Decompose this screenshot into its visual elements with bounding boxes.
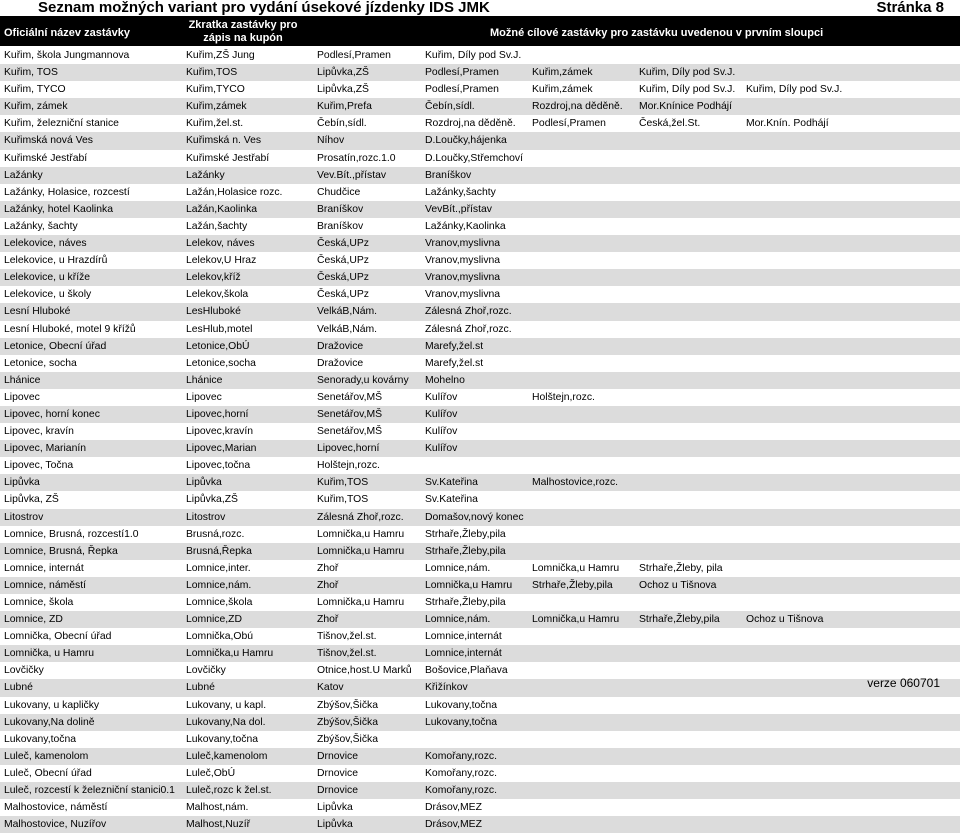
- table-row: [0, 748, 960, 765]
- table-cell: Senetářov,MŠ: [317, 408, 383, 420]
- table-cell: Mor.Knínice Podhájí: [639, 101, 732, 113]
- table-cell: Letonice,ObÚ: [186, 340, 250, 352]
- table-cell: Zálesná Zhoř,rozc.: [425, 306, 512, 318]
- table-cell: Letonice, Obecní úřad: [4, 340, 107, 352]
- table-cell: Lelekov, náves: [186, 238, 255, 250]
- table-cell: Lomnice,nám.: [186, 579, 252, 591]
- table-cell: Rozdroj,na děděně.: [425, 118, 516, 130]
- table-cell: Kuřim, Díly pod Sv.J.: [746, 84, 843, 96]
- table-row: [0, 184, 960, 201]
- table-cell: Strhaře,Žleby,pila: [639, 614, 720, 626]
- table-cell: Lažánky, hotel Kaolinka: [4, 203, 113, 215]
- table-cell: Vranov,myslivna: [425, 238, 501, 250]
- table-cell: Česká,UPz: [317, 272, 369, 284]
- version-label: verze 060701: [867, 676, 940, 690]
- table-cell: Drnovice: [317, 785, 358, 797]
- table-row: [0, 81, 960, 98]
- table-row: [0, 269, 960, 286]
- table-row: [0, 98, 960, 115]
- table-row: [0, 201, 960, 218]
- table-cell: Lomnice,ZD: [186, 614, 243, 626]
- table-cell: Kuřim,Prefa: [317, 101, 372, 113]
- table-cell: Malhost,Nuzíř: [186, 819, 251, 831]
- table-cell: Drásov,MEZ: [425, 802, 482, 814]
- table-cell: Lomnice, náměstí: [4, 579, 87, 591]
- table-cell: Brusná,Řepka: [186, 545, 252, 557]
- table-cell: Lomnice,škola: [186, 597, 253, 608]
- table-row: [0, 423, 960, 440]
- table-row: [0, 338, 960, 355]
- table-cell: Komořany,rozc.: [425, 767, 497, 779]
- table-cell: Kuřim,zámek: [532, 67, 593, 79]
- table-cell: Strhaře,Žleby, pila: [639, 562, 723, 574]
- table-row: [0, 406, 960, 423]
- table-cell: Brusná,rozc.: [186, 528, 245, 540]
- table-cell: Lomnice,internát: [425, 648, 502, 660]
- table-cell: LesHlub,motel: [186, 323, 253, 335]
- table-cell: Lipovec, Marianín: [4, 443, 87, 455]
- table-cell: Litostrov: [4, 511, 44, 523]
- table-row: [0, 543, 960, 560]
- table-cell: Kuřim,ZŠ Jung: [186, 50, 255, 61]
- table-row: [0, 167, 960, 184]
- table-cell: Strhaře,Žleby,pila: [425, 597, 506, 608]
- table-row: [0, 731, 960, 748]
- table-cell: Luleč, rozcestí k železniční stanici0.1: [4, 785, 175, 797]
- table-cell: Zhoř: [317, 562, 339, 574]
- table-cell: Lipovec: [4, 391, 40, 403]
- table-cell: Lomnice,internát: [425, 631, 502, 643]
- table-cell: Drásov,MEZ: [425, 819, 482, 831]
- table-cell: Katov: [317, 682, 344, 694]
- table-cell: Vranov,myslivna: [425, 272, 501, 284]
- table-cell: Sv.Kateřina: [425, 477, 478, 489]
- table-cell: Komořany,rozc.: [425, 750, 497, 762]
- table-cell: Zbýšov,Šička: [317, 716, 379, 728]
- table-cell: Lhánice: [4, 374, 41, 386]
- table-cell: Kuřim,TOS: [317, 494, 369, 506]
- table-row: [0, 457, 960, 474]
- table-cell: Lipovec,horní: [186, 408, 249, 420]
- table-cell: Kuřimská n. Ves: [186, 135, 262, 147]
- table-row: [0, 662, 960, 679]
- table-cell: Tišnov,žel.st.: [317, 631, 377, 643]
- table-cell: Podlesí,Pramen: [317, 50, 391, 61]
- header-official-name: Oficiální název zastávky: [4, 27, 130, 39]
- table-cell: Komořany,rozc.: [425, 785, 497, 797]
- table-cell: Domašov,nový konec: [425, 511, 524, 523]
- table-cell: Mor.Knín. Podhájí: [746, 118, 829, 130]
- document-title: Seznam možných variant pro vydání úsekové jízdenky IDS JMK: [38, 0, 490, 16]
- table-cell: Kuřim, Díly pod Sv.J.: [425, 50, 522, 61]
- table-cell: Lažánky, šachty: [4, 220, 78, 232]
- table-cell: Lomnička, Obecní úřad: [4, 631, 112, 643]
- table-cell: Lukovany,točna: [425, 699, 498, 711]
- table-cell: Lomnice, ZD: [4, 614, 63, 626]
- table-row: [0, 252, 960, 269]
- table-cell: Vranov,myslivna: [425, 289, 501, 301]
- table-cell: Kuřim, železniční stanice: [4, 118, 119, 130]
- table-cell: Kuřim,TYCO: [186, 84, 245, 96]
- table-cell: Strhaře,Žleby,pila: [532, 579, 613, 591]
- table-row: [0, 150, 960, 167]
- table-cell: Čebín,sídl.: [317, 118, 367, 130]
- table-cell: Lubné: [186, 682, 215, 694]
- table-cell: Kuřim,TOS: [186, 67, 238, 79]
- table-cell: Lelekovice, u Hrazdírů: [4, 255, 108, 267]
- table-cell: Lukovany, u kapl.: [186, 699, 267, 711]
- table-cell: Lukovany,Na dol.: [186, 716, 266, 728]
- table-cell: Lipovec, Točna: [4, 460, 74, 472]
- table-cell: Luleč,rozc k žel.st.: [186, 785, 272, 797]
- table-cell: Kuřim, Díly pod Sv.J.: [639, 84, 736, 96]
- table-row: [0, 679, 960, 696]
- table-cell: Česká,UPz: [317, 238, 369, 250]
- table-row: [0, 628, 960, 645]
- table-cell: Holštejn,rozc.: [317, 460, 380, 472]
- table-cell: Lipůvka,ZŠ: [317, 67, 369, 79]
- header-short-name: Zkratka zastávky pro zápis na kupón: [188, 19, 298, 44]
- table-row: [0, 47, 960, 64]
- table-cell: Lomnice, škola: [4, 597, 74, 608]
- table-cell: Lipovec,točna: [186, 460, 251, 472]
- table-cell: Kulířov: [425, 426, 458, 438]
- table-cell: Podlesí,Pramen: [532, 118, 606, 130]
- table-row: [0, 560, 960, 577]
- table-row: [0, 235, 960, 252]
- table-cell: Lomnice,nám.: [425, 562, 491, 574]
- table-cell: Křižínkov: [425, 682, 468, 694]
- table-cell: Lomnice,inter.: [186, 562, 251, 574]
- table-cell: Vranov,myslivna: [425, 255, 501, 267]
- table-cell: Podlesí,Pramen: [425, 67, 499, 79]
- table-row: [0, 132, 960, 149]
- table-cell: Lelekovice, u školy: [4, 289, 92, 301]
- table-cell: Kuřim, škola Jungmannova: [4, 50, 130, 61]
- table-cell: Litostrov: [186, 511, 226, 523]
- table-cell: Lelekovice, náves: [4, 238, 87, 250]
- table-cell: Lubné: [4, 682, 33, 694]
- table-cell: Lipovec: [186, 391, 222, 403]
- table-cell: Lomnice, Brusná, Řepka: [4, 545, 118, 557]
- table-cell: Tišnov,žel.st.: [317, 648, 377, 660]
- table-cell: Luleč,kamenolom: [186, 750, 268, 762]
- table-row: [0, 491, 960, 508]
- table-cell: Lhánice: [186, 374, 223, 386]
- table-cell: Lukovany,točna: [186, 733, 259, 745]
- table-cell: Lipovec,kravín: [186, 426, 253, 438]
- table-cell: Kuřimské Jestřabí: [4, 152, 88, 164]
- table-cell: Čebín,sídl.: [425, 101, 475, 113]
- table-cell: Strhaře,Žleby,pila: [425, 528, 506, 540]
- table-cell: Malhostovice, náměstí: [4, 802, 108, 814]
- table-row: [0, 115, 960, 132]
- table-row: [0, 526, 960, 543]
- table-cell: Lomnička,u Hamru: [186, 648, 274, 660]
- table-cell: Kuřim,žel.st.: [186, 118, 244, 130]
- table-cell: D.Loučky,hájenka: [425, 135, 507, 147]
- table-cell: Lipovec,horní: [317, 443, 380, 455]
- table-cell: Lipovec,Marian: [186, 443, 257, 455]
- table-cell: Kuřim, Díly pod Sv.J.: [639, 67, 736, 79]
- table-cell: Lomnice, Brusná, rozcestí1.0: [4, 528, 139, 540]
- table-cell: Kulířov: [425, 408, 458, 420]
- table-cell: Kulířov: [425, 443, 458, 455]
- table-row: [0, 611, 960, 628]
- table-row: [0, 509, 960, 526]
- table-cell: Lažánky, Holasice, rozcestí: [4, 186, 130, 198]
- table-cell: Lovčičky: [4, 665, 44, 677]
- table-row: [0, 303, 960, 320]
- table-cell: Drnovice: [317, 767, 358, 779]
- table-cell: Kuřim,zámek: [186, 101, 247, 113]
- table-cell: Lipůvka,ZŠ: [186, 494, 238, 506]
- table-cell: Luleč, kamenolom: [4, 750, 89, 762]
- table-cell: Kuřimské Jestřabí: [186, 152, 270, 164]
- table-cell: Lelekov,kříž: [186, 272, 241, 284]
- table-cell: Lukovany,točna: [4, 733, 77, 745]
- table-cell: Lukovany,Na dolině: [4, 716, 95, 728]
- table-cell: Lipůvka: [317, 802, 353, 814]
- table-cell: Lipůvka: [186, 477, 222, 489]
- table-cell: Lipůvka, ZŠ: [4, 494, 59, 506]
- page-number: Stránka 8: [876, 0, 944, 16]
- table-cell: Lelekov,škola: [186, 289, 249, 301]
- table-cell: Kulířov: [425, 391, 458, 403]
- table-cell: Senetářov,MŠ: [317, 391, 383, 403]
- table-row: [0, 286, 960, 303]
- table-cell: Lažánky,Kaolinka: [425, 220, 506, 232]
- table-cell: Zálesná Zhoř,rozc.: [425, 323, 512, 335]
- table-cell: Luleč,ObÚ: [186, 767, 236, 779]
- table-cell: Lomnička,u Hamru: [425, 579, 513, 591]
- table-cell: Lomnice,nám.: [425, 614, 491, 626]
- table-cell: D.Loučky,Střemchoví: [425, 152, 523, 164]
- table-row: [0, 321, 960, 338]
- table-cell: Lomnička,u Hamru: [532, 614, 620, 626]
- table-cell: Kuřim, zámek: [4, 101, 68, 113]
- table-cell: Lomnice, internát: [4, 562, 84, 574]
- table-cell: Lukovany,točna: [425, 716, 498, 728]
- table-cell: Holštejn,rozc.: [532, 391, 595, 403]
- table-cell: Drnovice: [317, 750, 358, 762]
- table-cell: Letonice, socha: [4, 357, 77, 369]
- table-cell: VelkáB,Nám.: [317, 306, 378, 318]
- table-cell: Lažán,Holasice rozc.: [186, 186, 283, 198]
- table-row: [0, 816, 960, 833]
- table-row: [0, 765, 960, 782]
- table-cell: Otnice,host.U Marků: [317, 665, 412, 677]
- table-cell: Lažánky: [186, 169, 225, 181]
- table-cell: Malhostovice,rozc.: [532, 477, 619, 489]
- table-cell: Kuřim, TOS: [4, 67, 58, 79]
- table-cell: Braníškov: [425, 169, 472, 181]
- table-cell: Lipůvka: [4, 477, 40, 489]
- table-cell: Zhoř: [317, 614, 339, 626]
- table-row: [0, 355, 960, 372]
- table-cell: Braníškov: [317, 220, 364, 232]
- table-cell: Rozdroj,na děděně.: [532, 101, 623, 113]
- table-body: [0, 47, 960, 833]
- table-row: [0, 577, 960, 594]
- table-cell: LesHluboké: [186, 306, 241, 318]
- table-cell: Lomnička,u Hamru: [317, 545, 405, 557]
- table-cell: VelkáB,Nám.: [317, 323, 378, 335]
- table-cell: Malhostovice, Nuzířov: [4, 819, 107, 831]
- table-cell: Senetářov,MŠ: [317, 426, 383, 438]
- table-cell: Lažánky,šachty: [425, 186, 496, 198]
- table-cell: Lipovec, kravín: [4, 426, 74, 438]
- table-cell: Kuřim,TOS: [317, 477, 369, 489]
- table-row: [0, 645, 960, 662]
- table-cell: Lomnička,u Hamru: [317, 597, 405, 608]
- table-cell: Strhaře,Žleby,pila: [425, 545, 506, 557]
- table-cell: Zhoř: [317, 579, 339, 591]
- table-cell: Marefy,žel.st: [425, 357, 484, 369]
- table-cell: Braníškov: [317, 203, 364, 215]
- table-row: [0, 440, 960, 457]
- table-cell: Kuřimská nová Ves: [4, 135, 93, 147]
- table-row: [0, 389, 960, 406]
- table-cell: Česká,UPz: [317, 289, 369, 301]
- table-row: [0, 474, 960, 491]
- table-cell: Česká,UPz: [317, 255, 369, 267]
- table-cell: Kuřim,zámek: [532, 84, 593, 96]
- table-cell: Sv.Kateřina: [425, 494, 478, 506]
- table-row: [0, 218, 960, 235]
- table-cell: Lomnička, u Hamru: [4, 648, 95, 660]
- table-row: [0, 799, 960, 816]
- table-cell: Lelekovice, u kříže: [4, 272, 91, 284]
- table-cell: Mohelno: [425, 374, 465, 386]
- table-cell: Lažán,Kaolinka: [186, 203, 258, 215]
- table-cell: Lomnička,u Hamru: [317, 528, 405, 540]
- table-cell: Lažánky: [4, 169, 43, 181]
- table-cell: Letonice,socha: [186, 357, 256, 369]
- table-cell: Senorady,u kovárny: [317, 374, 409, 386]
- table-row: [0, 697, 960, 714]
- table-cell: Bošovice,Plaňava: [425, 665, 508, 677]
- table-cell: Lipůvka: [317, 819, 353, 831]
- table-cell: Česká,žel.St.: [639, 118, 701, 130]
- table-cell: Lipovec, horní konec: [4, 408, 100, 420]
- table-cell: Ochoz u Tišnova: [746, 614, 824, 626]
- table-cell: Podlesí,Pramen: [425, 84, 499, 96]
- table-cell: Lelekov,U Hraz: [186, 255, 257, 267]
- table-cell: Prosatín,rozc.1.0: [317, 152, 396, 164]
- table-row: [0, 64, 960, 81]
- table-cell: Lesní Hluboké: [4, 306, 71, 318]
- table-cell: Lovčičky: [186, 665, 226, 677]
- table-row: [0, 714, 960, 731]
- table-cell: Ochoz u Tišnova: [639, 579, 717, 591]
- table-cell: Níhov: [317, 135, 345, 147]
- table-cell: Lesní Hluboké, motel 9 křížů: [4, 323, 136, 335]
- table-cell: Malhost,nám.: [186, 802, 249, 814]
- table-row: [0, 594, 960, 611]
- header-destinations: Možné cílové zastávky pro zastávku uvedenou v prvním sloupci: [490, 27, 824, 39]
- table-cell: Zbýšov,Šička: [317, 699, 379, 711]
- table-cell: VevBít.,přístav: [425, 203, 492, 215]
- table-cell: Lipůvka,ZŠ: [317, 84, 369, 96]
- table-cell: Lomnička,Obú: [186, 631, 253, 643]
- table-cell: Marefy,žel.st: [425, 340, 484, 352]
- table-header: [0, 16, 960, 46]
- table-row: [0, 782, 960, 799]
- table-cell: Kuřim, TYCO: [4, 84, 66, 96]
- table-cell: Lukovany, u kapličky: [4, 699, 100, 711]
- table-cell: Zálesná Zhoř,rozc.: [317, 511, 404, 523]
- table-cell: Lomnička,u Hamru: [532, 562, 620, 574]
- table-cell: Zbýšov,Šička: [317, 733, 379, 745]
- table-cell: Dražovice: [317, 357, 364, 369]
- table-cell: Lažán,šachty: [186, 220, 248, 232]
- table-row: [0, 372, 960, 389]
- table-cell: Luleč, Obecní úřad: [4, 767, 92, 779]
- table-cell: Dražovice: [317, 340, 364, 352]
- table-cell: Chudčice: [317, 186, 361, 198]
- table-cell: Vev.Bít.,přístav: [317, 169, 387, 181]
